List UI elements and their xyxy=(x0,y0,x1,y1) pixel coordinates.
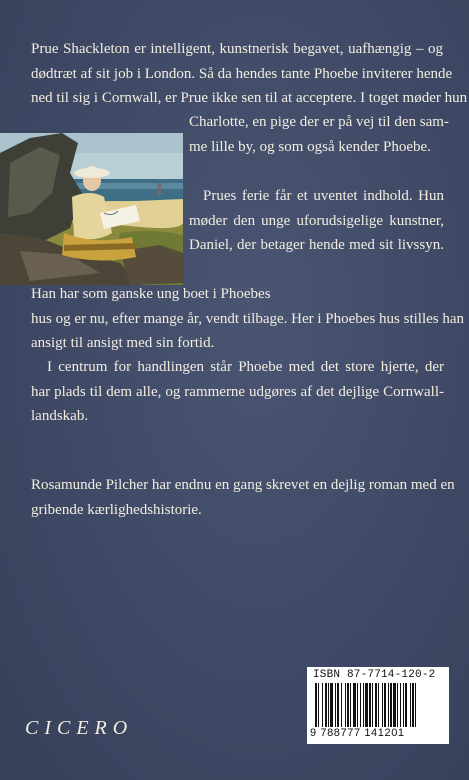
blurb-paragraph-2 xyxy=(189,184,444,258)
blurb-line: ned til sig i Cornwall, er Prue ikke sen til at acceptere. I toget møder hun xyxy=(31,90,468,106)
barcode-image xyxy=(315,683,443,727)
cover-illustration xyxy=(0,133,183,285)
blurb-line: Charlotte, en pige der er på vej til den sam- xyxy=(189,114,449,130)
blurb-line: har plads til dem alle, og rammerne udgøres af det dejlige Cornwall- xyxy=(31,383,444,400)
barcode-number: 9 788777 141201 xyxy=(310,727,405,739)
woman-sketching-by-sea-image xyxy=(0,133,183,285)
blurb-paragraph-4 xyxy=(31,473,455,522)
blurb-paragraph-2-continued xyxy=(31,282,465,356)
blurb-paragraph-3 xyxy=(31,355,444,429)
isbn-text: ISBN 87-7714-120-2 xyxy=(313,669,436,681)
blurb-line: me lille by, og som også kender Phoebe. xyxy=(189,138,431,155)
blurb-line: hus og er nu, efter mange år, vendt tilbage. Her i Phoebes hus stilles han xyxy=(31,310,465,327)
blurb-line: I centrum for handlingen står Phoebe med det store hjerte, der xyxy=(47,359,444,375)
blurb-paragraph-1-continued xyxy=(189,110,449,159)
blurb-line: Daniel, der betager hende med sit livssyn. xyxy=(189,237,444,253)
blurb-line: gribende kærlighedshistorie. xyxy=(31,501,202,518)
blurb-line: Prue Shackleton er intelligent, kunstnerisk begavet, uafhængig – og xyxy=(31,41,443,57)
blurb-line: dødtræt af sit job i London. Så da hendes tante Phoebe inviterer hende xyxy=(31,65,453,82)
blurb-paragraph-1 xyxy=(31,37,468,111)
blurb-line: Prues ferie får et uventet indhold. Hun xyxy=(203,188,444,204)
blurb-line: ansigt til ansigt med sin fortid. xyxy=(31,335,215,351)
barcode-label xyxy=(307,667,449,744)
blurb-line: landskab. xyxy=(31,408,89,424)
blurb-line: Rosamunde Pilcher har endnu en gang skrevet en dejlig roman med en xyxy=(31,477,455,493)
blurb-line: møder den unge uforudsigelige kunstner, xyxy=(189,212,444,229)
blurb-line: Han har som ganske ung boet i Phoebes xyxy=(31,286,271,302)
publisher-logo: CICERO xyxy=(25,717,134,739)
